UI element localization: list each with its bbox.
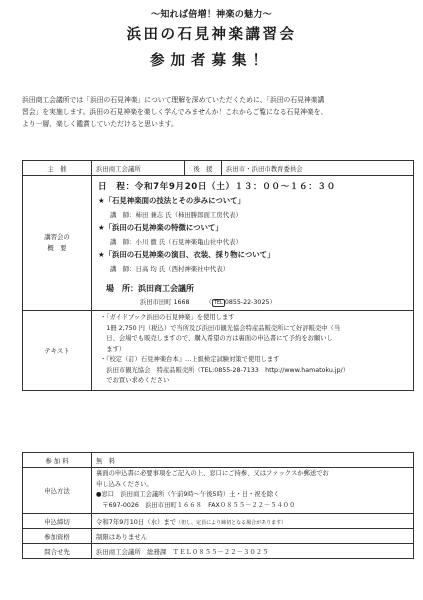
text-line: 1冊 2,750 円（税込）で当所及び浜田市観光協会特産品販売所にて好評販売中（当 [100, 324, 341, 332]
course-overview [92, 176, 414, 311]
capacity-value: 制限はありません [92, 529, 414, 544]
organizer-label: 主 催 [23, 161, 92, 176]
text-description [92, 311, 414, 391]
text-line: ます） [100, 345, 126, 353]
session-title: ★「浜田の石見神楽の特徴について」 [98, 223, 223, 232]
application-table [22, 452, 414, 559]
deadline-note: （但し、定員により締切となる場合があります） [176, 519, 287, 526]
contact-label: 問合せ先 [23, 544, 92, 559]
phone-icon: TEL [213, 300, 223, 306]
support-label: 後 援 [185, 161, 222, 176]
method-label: 申込方法 [23, 468, 92, 514]
course-label-line: 講習会の [44, 233, 70, 241]
venue: 場 所：浜田商工会議所 [106, 284, 194, 293]
deadline-date: 令和7年9月10日（水）まで [96, 517, 177, 526]
tagline: ～知れば倍増！神楽の魅力～ [151, 10, 272, 20]
session-lecturer: 講 師：小川 徹 氏（石見神楽亀山社中代表） [110, 238, 242, 246]
method-value [92, 468, 414, 514]
venue-address: 浜田市田町 1668 [140, 299, 190, 306]
page-title: 浜田の石見神楽講習会 [126, 27, 297, 43]
text-label: テキスト [23, 311, 92, 391]
course-label [23, 176, 92, 311]
course-label-line: 概 要 [47, 244, 67, 252]
method-line: 裏面の申込書に必要事項をご記入の上、窓口にご持参、又はファックスか郵送でお [96, 470, 329, 477]
session-lecturer: 講 師：日高 均 氏（西村神楽社中代表） [110, 265, 230, 273]
method-line: 〒697-0026 浜田市田町１６６８ FAX０８５５－２２－５４００ [96, 501, 296, 509]
session-title: ★「石見神楽面の技法とその歩みについて」 [98, 196, 245, 205]
fee-value: 無 料 [92, 453, 414, 468]
intro-line: 浜田商工会議所では「浜田の石見神楽」について理解を深めていただくために、「浜田の石見神楽講 [22, 96, 325, 104]
venue-tel: 0855-22-3025 [224, 299, 270, 306]
course-info-table [22, 160, 414, 391]
capacity-label: 参加資格 [23, 529, 92, 544]
text-line: 浜田市観光協会 特産品販売所（TEL:0855-28-7133 http://www.hamatoku.jp/） [100, 366, 350, 374]
text-line: でお買い求めください [100, 377, 170, 384]
session-lecturer: 講 師：柿田 兼志 氏（柿田勝郎面工房代表） [110, 211, 242, 219]
method-line: 申し込みください。 [96, 480, 153, 488]
text-line: ・『校定（訂）石見神楽台本』…上級検定試験対策で使用します [100, 356, 280, 363]
text-line: 日、会場でも販売しますので、購入希望の方は裏面の申込書にて予約をお願いし [100, 335, 333, 342]
support-value: 浜田市・浜田市教育委員会 [222, 161, 414, 176]
deadline-value [92, 514, 414, 529]
text-line: ・「ガイドブック浜田の石見神楽」を使用します [100, 314, 235, 321]
schedule: 日 程：令和7年9月20日（土）１３：００～１６：３０ [98, 182, 336, 192]
session-title: ★「浜田の石見神楽の演目、衣装、採り物について」 [98, 250, 275, 259]
venue-address-line: 浜田市田町 1668 （ TEL 0855-22-3025） [140, 299, 276, 306]
deadline-label: 申込締切 [23, 514, 92, 529]
organizer-value: 浜田商工会議所 [92, 161, 185, 176]
intro-line: 習会」を実施します。浜田の石見神楽を楽しく学んでみませんか！これからご覧になる石見神楽を、 [22, 108, 328, 116]
fee-label: 参 加 料 [23, 453, 92, 468]
intro-line: より一層、楽しく鑑賞していただけると思います。 [22, 120, 178, 128]
page-subtitle: 参加者募集！ [150, 53, 273, 69]
intro-text [22, 94, 414, 130]
method-line: ●窓口 浜田商工会議所（午前9時～午後5時）土・日・祝を除く [96, 491, 280, 498]
contact-value: 浜田商工会議所 総務課 ＴＥＬ０８５５－２２－３０２５ [92, 544, 414, 559]
